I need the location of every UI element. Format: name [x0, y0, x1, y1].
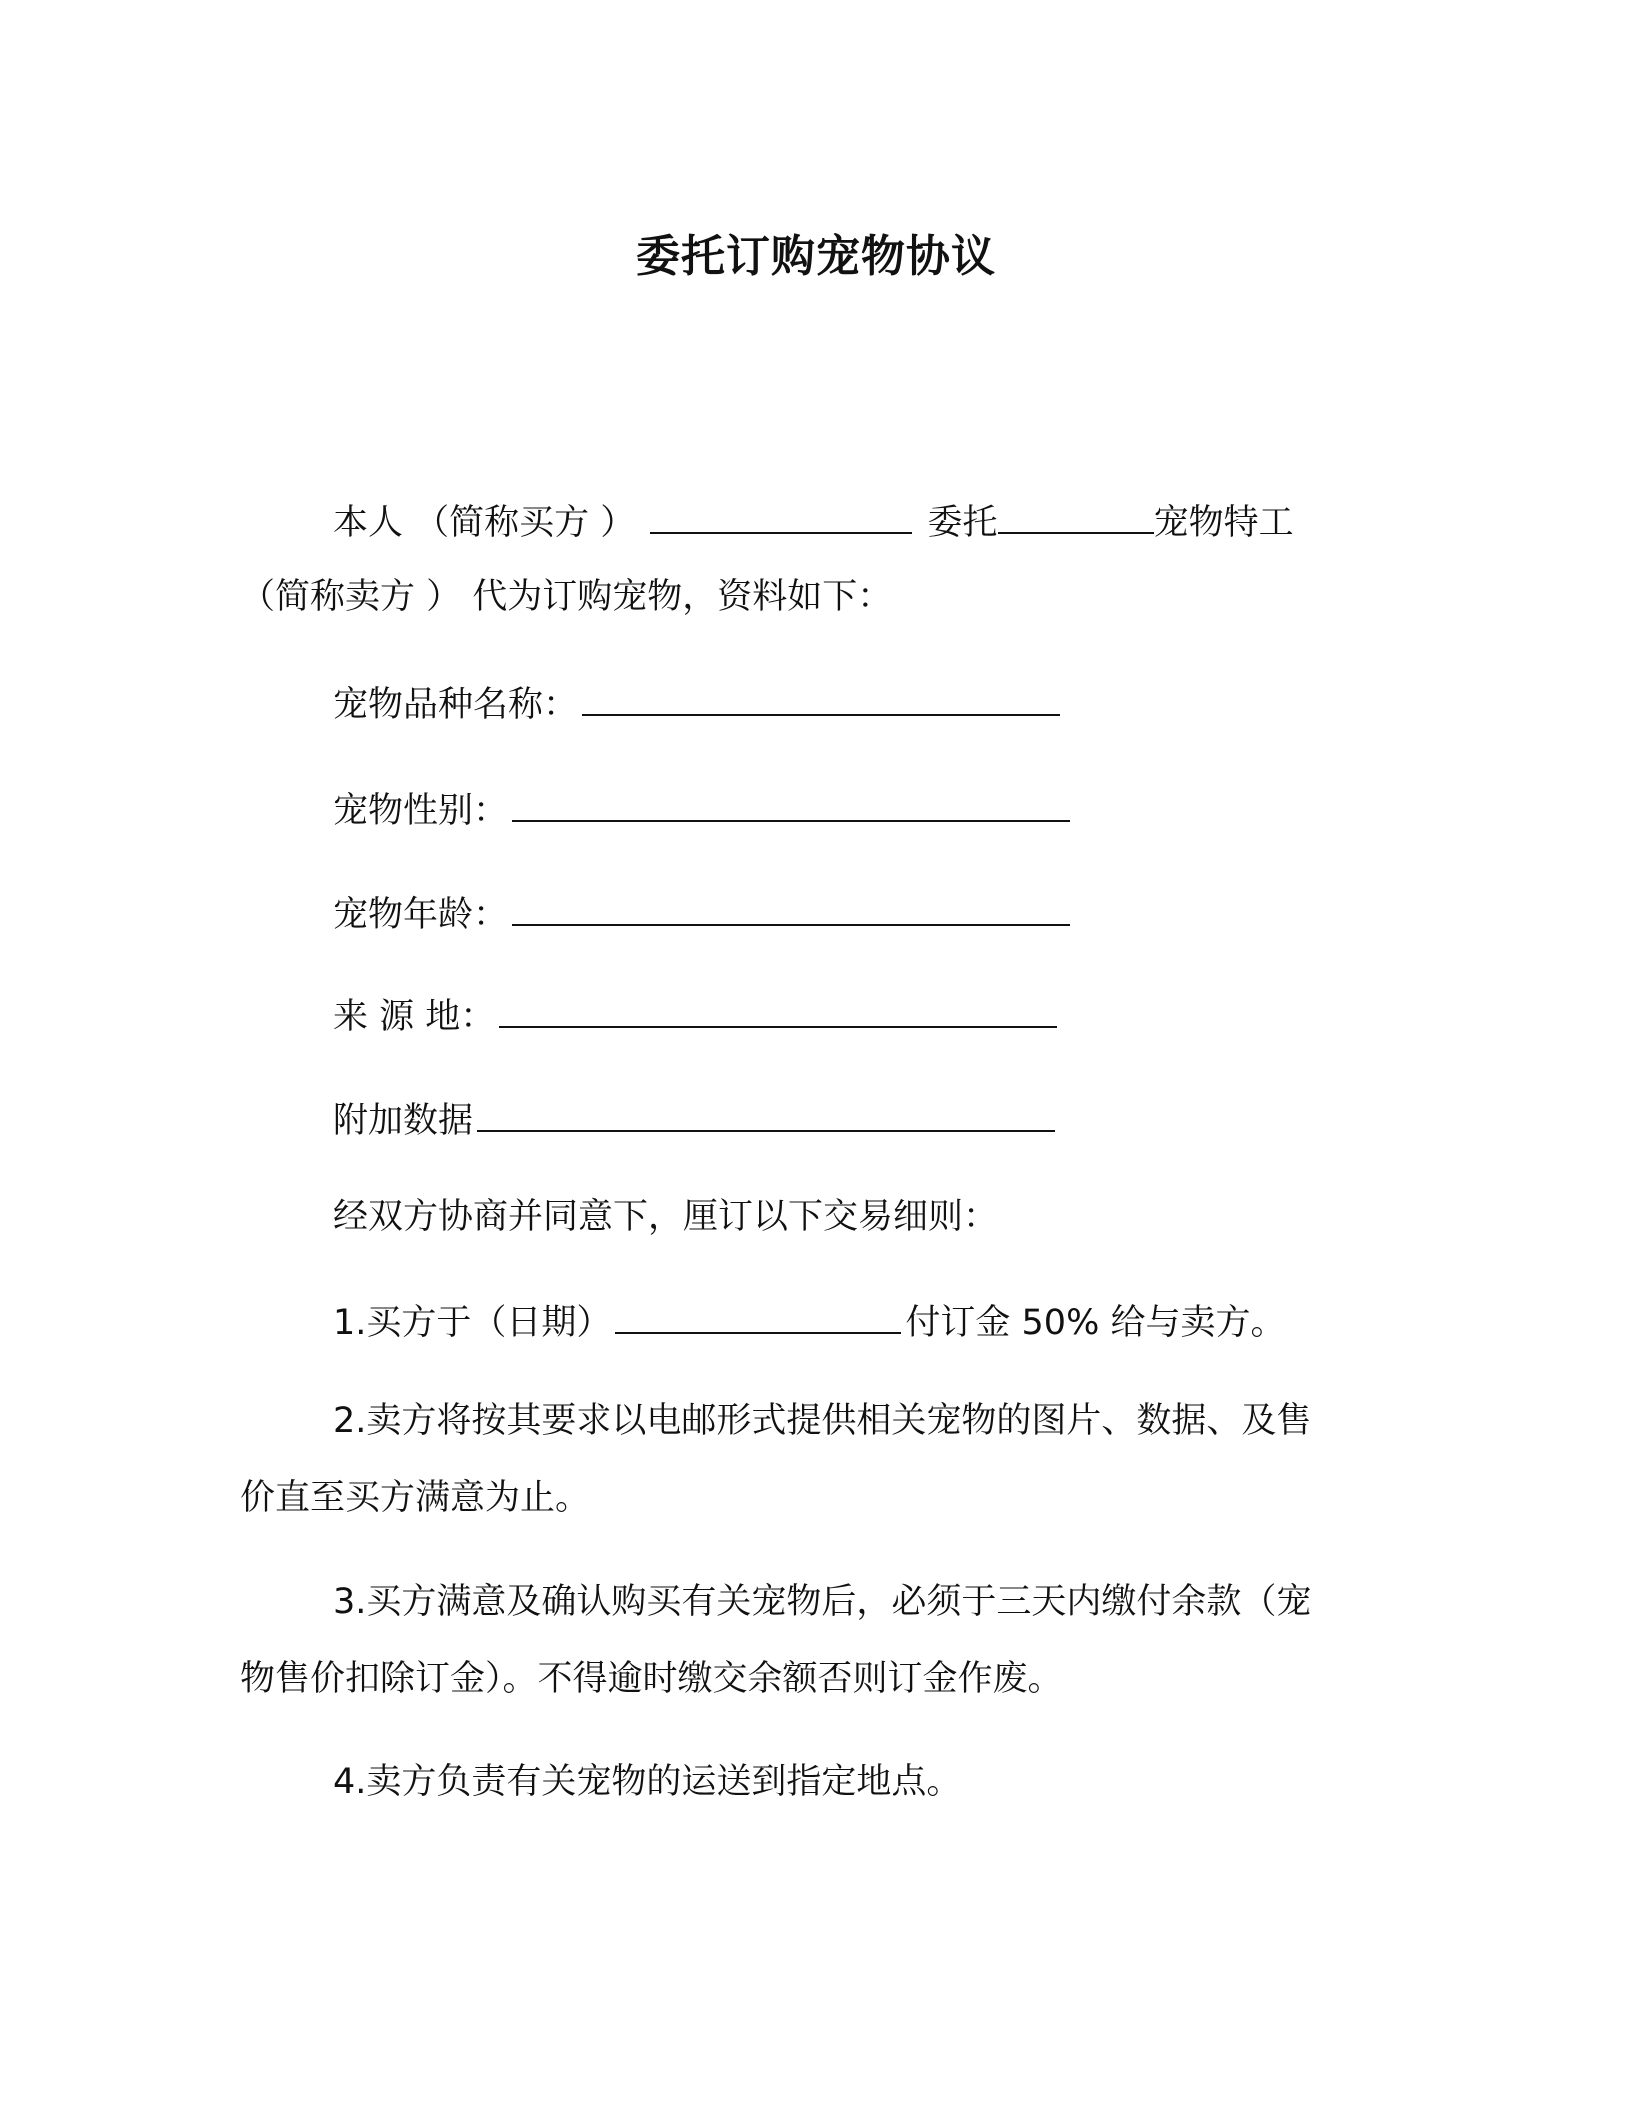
field-origin-label: 来 源 地： — [333, 997, 496, 1037]
term-1 — [333, 1302, 1285, 1341]
field-age-blank[interactable] — [512, 894, 1070, 926]
term-3-line-2: 物售价扣除订金）。不得逾时缴交余额否则订金作废。 — [240, 1659, 1063, 1699]
terms-intro: 经双方协商并同意下，厘订以下交易细则： — [333, 1197, 999, 1237]
term-1-date-blank[interactable] — [615, 1302, 901, 1334]
field-extra — [333, 1100, 1059, 1139]
intro-pet-agent-label: 宠物特工 — [1153, 503, 1294, 543]
field-extra-blank[interactable] — [477, 1100, 1055, 1132]
intro-line-1 — [333, 502, 1294, 541]
term-2-line-1: 2.卖方将按其要求以电邮形式提供相关宠物的图片、数据、及售 — [333, 1401, 1312, 1441]
term-4: 4.卖方负责有关宠物的运送到指定地点。 — [333, 1762, 962, 1802]
field-origin — [333, 996, 1061, 1035]
field-gender — [333, 790, 1074, 829]
field-age — [333, 894, 1074, 933]
field-extra-label: 附加数据 — [333, 1101, 474, 1141]
document-title: 委托订购宠物协议 — [636, 231, 996, 282]
term-2-line-2: 价直至买方满意为止。 — [240, 1478, 591, 1518]
seller-name-blank[interactable] — [998, 502, 1154, 534]
term-3-line-1: 3.买方满意及确认购买有关宠物后，必须于三天内缴付余款（宠 — [333, 1582, 1312, 1622]
intro-entrust-label: 委托 — [927, 503, 998, 543]
buyer-name-blank[interactable] — [650, 502, 912, 534]
field-breed — [333, 684, 1064, 723]
term-1-before: 1.买方于（日期） — [333, 1303, 612, 1343]
intro-line-2: （简称卖方 ） 代为订购宠物，资料如下： — [240, 577, 893, 617]
field-gender-label: 宠物性别： — [333, 791, 509, 831]
field-breed-label: 宠物品种名称： — [333, 685, 579, 725]
field-gender-blank[interactable] — [512, 790, 1070, 822]
intro-buyer-label: 本人 （简称买方 ） — [333, 503, 636, 543]
field-origin-blank[interactable] — [499, 996, 1057, 1028]
term-1-after: 付订金 50% 给与卖方。 — [905, 1303, 1286, 1343]
field-age-label: 宠物年龄： — [333, 895, 509, 935]
field-breed-blank[interactable] — [582, 684, 1060, 716]
